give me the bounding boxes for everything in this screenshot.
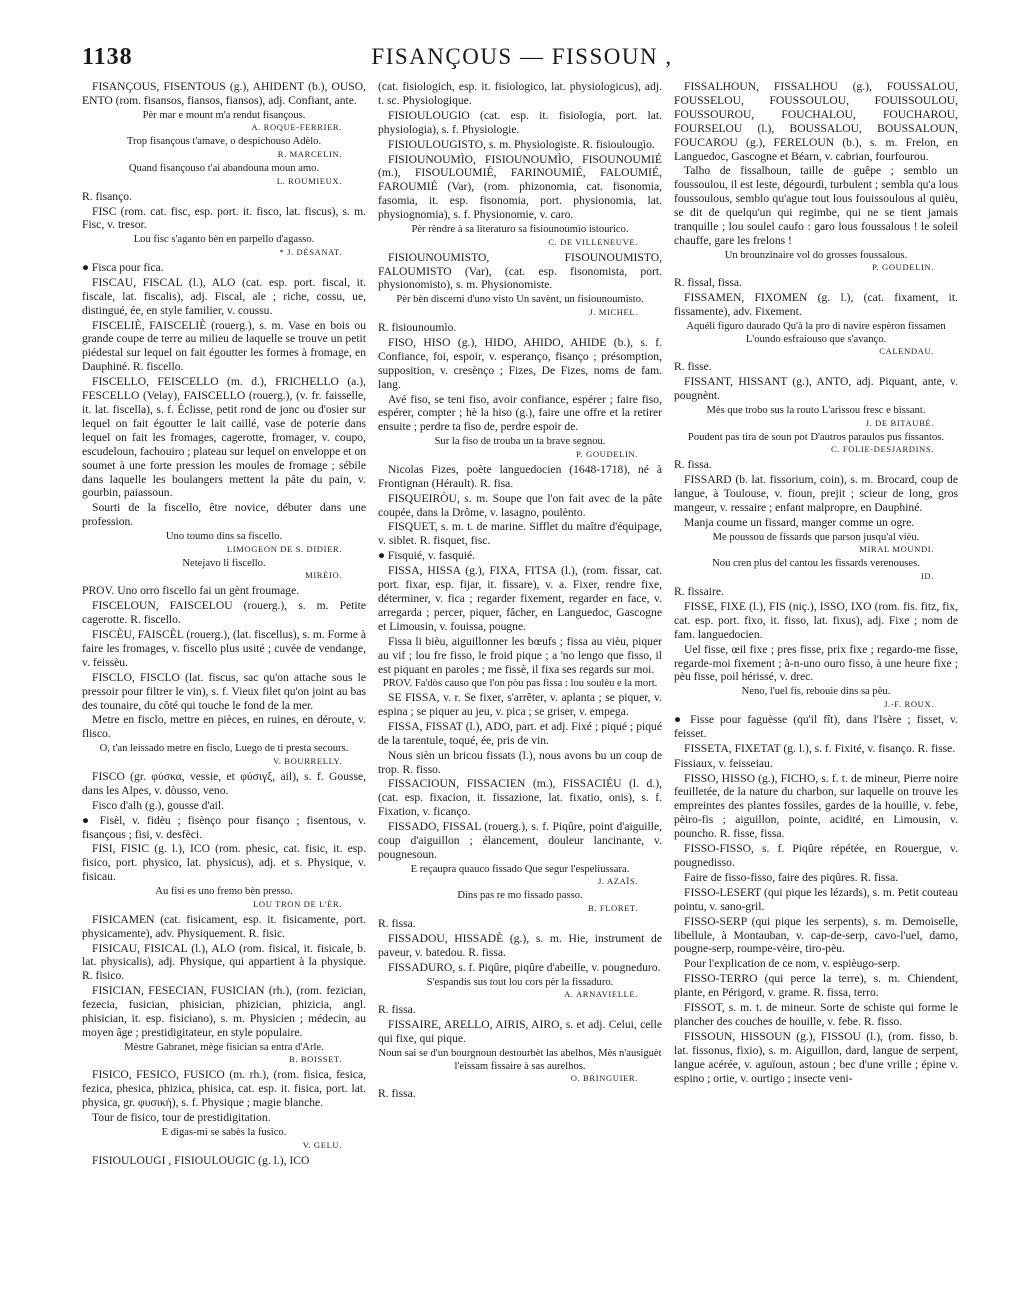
dictionary-entry: FISICIAN, FESECIAN, FUSICIAN (rh.), (rom. fezician, fezecia, fusician, phisician, phizician, phizicia, angl. phisician, it. esp. fisiciano), s. m. Physicien ; médecin, au moyen âge ; prestidigitateur, en style populaire. bbox=[82, 984, 366, 1039]
citation-quote: Netejavo li fiscello. bbox=[182, 557, 266, 569]
citation-quote: Un brounzinaire vol do grosses foussalous. bbox=[724, 249, 908, 261]
citation-author: LIMOGEON DE S. DIDIER. bbox=[226, 543, 342, 554]
citation-quote: E reçaupra quauco fissado Que segur l'espeliussara. bbox=[410, 863, 630, 875]
citation-author: B. BOISSET. bbox=[289, 1054, 342, 1065]
citation-quote: Mès que trobo sus la routo L'arissou fresc e bissant. bbox=[706, 405, 926, 417]
dictionary-entry: FISCO (gr. φύσκα, vessie, et φύσιγξ, ail), s. f. Gousse, dans les Alpes, v. dòusso, veno. bbox=[82, 769, 366, 797]
citation-quote: Mèstre Gabranet, mège fisician sa entra d'Arle. bbox=[124, 1041, 324, 1053]
dictionary-entry: Faire de fisso-fisso, faire des piqûres. R. fissa. bbox=[684, 870, 899, 884]
text-columns bbox=[82, 80, 962, 1295]
dictionary-entry: FISSO, HISSO (g.), FICHO, s. f. t. de mineur, Pierre noire feuilletée, de la nature du charbon, sur laquelle on trouve les empreintes des plantes fossiles, gardes de la houille, v. febe, pèiro-fis ; aiguillon, pointe, acidité, en Limousin, v. pouncho. R. fisse, fissa. bbox=[674, 771, 958, 841]
dictionary-entry: FISICAMEN (cat. fisicament, esp. it. fisicamente, port. physicamente), adv. Physiquement. R. fisic. bbox=[82, 912, 366, 940]
citation-quote: Au fisi es uno fremo bèn presso. bbox=[155, 886, 293, 898]
citation-quote: E digas-mi se sabès la fusico. bbox=[161, 1127, 287, 1139]
dictionary-entry: FISSADO, FISSAL (rouerg.), s. f. Piqûre, point d'aiguille, coup d'aiguillon ; élancement, douleur lancinante, v. pougnesoun. bbox=[378, 820, 662, 861]
citation-quote: Aquéli figuro daurado Qu'à la pro di navire espèron fissamen L'oundo esfraiouso que s'avanço. bbox=[686, 321, 946, 345]
dictionary-entry: FISSALHOUN, FISSALHOU (g.), FOUSSALOU, FOUSSELOU, FOUSSOULOU, FOUISSOULOU, FOUSSOUROU, FOUCHALOU, FOUCHAROU, FOURSELOU (l.), BOUSSALOU, BOUSSALOUN, FOUCAROU (g.), FERELOUN (b.), s. m. Frelon, en Languedoc, Gascogne et Béarn, v. cabrian, fourfourou. bbox=[674, 80, 958, 163]
page-number: 1138 bbox=[82, 44, 133, 70]
citation-author: R. MARCELIN. bbox=[277, 149, 342, 159]
dictionary-entry: Tour de fisico, tour de prestidigitation. bbox=[92, 1111, 271, 1125]
citation-author: ID. bbox=[920, 571, 934, 581]
citation-author: A. ROQUE-FERRIER. bbox=[251, 122, 342, 133]
citation-quote: Trop fisançous t'amave, o despichouso Adèlo. bbox=[126, 136, 322, 148]
dictionary-entry: FISO, HISO (g.), HIDO, AHIDO, AHIDE (b.), s. f. Confiance, foi, espoir, v. esperanço, fisanço ; présomption, supposition, v. cresènço ; Fizes, De Fizes, noms de fam. lang. bbox=[378, 335, 662, 391]
text-line: ● Fisèl, v. fidèu ; fisènço pour fisanço ; fisentous, v. fisançous ; fisi, v. desfèci. bbox=[82, 813, 366, 841]
citation-quote: Noun sai se d'un bourgnoun destourbèt las abelhos, Mès n'ausiguèt l'eissam fissaire à sas aurelhos. bbox=[378, 1048, 662, 1072]
dictionary-entry: FISSO-TERRO (qui perce la terre), s. m. Chiendent, plante, en Périgord, v. grame. R. fissa, terro. bbox=[674, 972, 958, 1000]
dictionary-entry: FISCELOUN, FAISCELOU (rouerg.), s. m. Petite cagerotte. R. fiscello. bbox=[82, 599, 366, 627]
dictionary-entry: Metre en fisclo, mettre en pièces, en ruines, en déroute, v. flisco. bbox=[82, 713, 366, 741]
citation-author: * J. DÉSANAT. bbox=[279, 246, 342, 257]
citation-author: LOU TRON DE L'ÈR. bbox=[253, 898, 342, 909]
dictionary-entry: SE FISSA, v. r. Se fixer, s'arrêter, v. aplanta ; se piquer, v. espina ; se piquer au jeu, v. pica ; se griser, v. empega. bbox=[378, 691, 662, 718]
dictionary-entry: FISIOULOUGISTO, s. m. Physiologiste. R. fisioulougìo. bbox=[388, 137, 655, 151]
text-line: R. fissa. bbox=[378, 1087, 416, 1101]
text-line: R. fissa. bbox=[674, 458, 712, 472]
dictionary-entry: Talho de fissalhoun, taille de guêpe ; semblo un foussoulou, il est leste, dégourdi, turbulent ; sembla qu'a lous foussoulous, semblo qu'ague tout lous fouissoulous al quièu, se dit de quelqu'un qui regimbe, qui ne se tient jamais tranquille ; lou soulel caufo : garo lous foussalous ! le soleil chauffe, gare les frelons ! bbox=[674, 164, 958, 247]
dictionary-entry: FISC (rom. cat. fisc, esp. port. it. fisco, lat. fiscus), s. m. Fisc, v. tresor. bbox=[82, 204, 366, 232]
dictionary-entry: FISCAU, FISCAL (l.), ALO (cat. esp. port. fiscal, it. fiscale, lat. fiscalis), adj. Fiscal, ale ; riche, cossu, ue, distingué, ée, en style familier, v. coussu. bbox=[82, 275, 366, 317]
citation-quote: Pèr mar e mount m'a rendut fisançous. bbox=[142, 109, 306, 121]
text-line: ● Fisca pour fica. bbox=[82, 260, 164, 274]
dictionary-entry: FISSO-FISSO, s. f. Piqûre répétée, en Rouergue, v. pougnedisso. bbox=[674, 842, 958, 869]
text-line: R. fisse. bbox=[674, 360, 712, 374]
dictionary-entry: FISIOULOUGI , FISIOULOUGIC (g. l.), ICO bbox=[92, 1153, 310, 1167]
citation-author: MIRÈIO. bbox=[305, 570, 342, 581]
citation-quote: Sur la fiso de trouba un ta brave segnou. bbox=[434, 436, 606, 448]
dictionary-entry: FISI, FISIC (g. l.), ICO (rom. phesic, cat. fisic, it. esp. fisico, port. physico, lat. physicus), adj. et s. Physique, v. fisicau. bbox=[82, 842, 366, 884]
citation-author: C. FOLIE-DESJARDINS. bbox=[831, 444, 934, 455]
dictionary-entry: FISSO-LESERT (qui pique les lézards), s. m. Petit couteau pointu, v. sano-gril. bbox=[674, 885, 958, 913]
dictionary-entry: FISSARD (b. lat. fissorium, coin), s. m. Brocard, coup de langue, à Toulouse, v. fioun, prejit ; scieur de long, gros mangeur, v. ressaire ; enfant malpropre, en Dauphiné. bbox=[674, 473, 958, 514]
text-line: R. fissa. bbox=[378, 1003, 416, 1017]
citation-quote: Me poussou de fissards que parson jusqu'al vièu. bbox=[712, 531, 920, 543]
dictionary-entry: FISSAIRE, ARELLO, AIRIS, AIRO, s. et adj. Celui, celle qui fixe, qui pique. bbox=[378, 1018, 662, 1046]
citation-quote: PROV. Fa'dòs causo que l'on pòu pas fissa : lou soulèu e la mort. bbox=[382, 678, 658, 690]
dictionary-entry: FISCÈU, FAISCÈL (rouerg.), (lat. fiscellus), s. m. Forme à faire les fromages, v. fiscello plus usité ; cuvée de vendange, v. feissèu. bbox=[82, 628, 366, 669]
citation-quote: Uno toumo dins sa fiscello. bbox=[165, 531, 283, 543]
citation-quote: O, t'an leissado metre en fisclo, Luego de ti presta secours. bbox=[99, 743, 349, 755]
citation-author: P. GOUDELIN. bbox=[872, 262, 934, 273]
dictionary-entry: Fissa li bièu, aiguillonner les bœufs ; fissa au vièu, piquer au vif ; lou fre fisso, le froid pique ; a 'no lengo que fisso, il est piquant en paroles ; me fissè, il fixa ses regards sur moi. bbox=[378, 634, 662, 676]
dictionary-entry: FISCELLO, FEISCELLO (m. d.), FRICHELLO (a.), FESCELLO (Velay), FAISCELLO (rouerg.), (v. fr. faisselle, it. lat. fiscella), s. f. Éclisse, petit rond de jonc ou d'osier sur lequel on fait égoutter le lait caillé, vase de poterie dans lequel on fait les fromages, cagerotte, fromager, v. coupo, escudeloun, fachouiro ; plateau sur lequel on enveloppe et on soumet à une forte pression les moules de fromage ; sébile dans laquelle les boulangers mettent la pâte du pain, v. gourbin, paiassoun. bbox=[82, 375, 366, 500]
text-line: R. fissal, fissa. bbox=[674, 276, 742, 290]
dictionary-entry: Avé fiso, se teni fiso, avoir confiance, espérer ; faire fiso, espérer, compter ; hè la hiso (g.), faire une offre et la retirer ensuite ; perdre ta fiso de, perdre espoir de. bbox=[378, 392, 662, 434]
dictionary-entry: FISQUET, s. m. t. de marine. Sifflet du maître d'équipage, v. siblet. R. fisquet, fisc. bbox=[378, 520, 662, 548]
text-line: Fissiaux, v. feisseiau. bbox=[674, 756, 773, 770]
dictionary-entry: FISSA, FISSAT (l.), ADO, part. et adj. Fixé ; piqué ; piqué de la tarentule, toqué, ée, pris de vin. bbox=[378, 719, 662, 747]
citation-quote: Pèr bèn discerni d'uno visto Un savènt, un fisiounoumisto. bbox=[396, 294, 644, 306]
dictionary-entry: FISSOT, s. m. t. de mineur. Sorte de schiste qui forme le plancher des couches de houille, v. febe. R. fisso. bbox=[674, 1001, 958, 1028]
dictionary-entry: FISSO-SERP (qui pique les serpents), s. m. Demoiselle, libellule, à Montauban, v. cap-de-serp, cavo-l'uel, damo, pougne-serp, roumpe-vèire, tiro-pèu. bbox=[674, 914, 958, 956]
citation-quote: Neno, l'uel fis, rebouie dins sa pèu. bbox=[741, 686, 891, 698]
citation-author: C. DE VILLENEUVE. bbox=[548, 236, 638, 247]
citation-author: CALENDAU. bbox=[879, 346, 934, 357]
dictionary-entry: FISSE, FIXE (l.), FIS (niç.), ISSO, IXO (rom. fis. fitz, fix, cat. esp. port. fixo, it. fisso, lat. fixus), adj. Fixe ; nom de fam. languedocien. bbox=[674, 599, 958, 641]
dictionary-entry: Nicolas Fizes, poète languedocien (1648-1718), né à Frontignan (Hérault). R. fisa. bbox=[378, 462, 662, 490]
citation-author: V. GELU. bbox=[302, 1139, 342, 1150]
text-line: PROV. Uno orro fiscello fai un gènt froumage. bbox=[82, 584, 300, 598]
dictionary-entry: FISSADOU, HISSADÈ (g.), s. m. Hie, instrument de paveur, v. batedou. R. fissa. bbox=[378, 931, 662, 959]
dictionary-entry: Pour l'explication de ce nom, v. espièugo-serp. bbox=[684, 957, 901, 971]
dictionary-entry: FISSA, HISSA (g.), FIXA, FITSA (l.), (rom. fissar, cat. port. fixar, esp. fijar, it. fissare), v. a. Fixer, rendre fixe, déterminer, v. fica ; regarder fixement, regarder en face, v. arregarda ; percer, piquer, fâcher, en Languedoc, Gascogne et Limousin, v. fouissa, pougne. bbox=[378, 564, 662, 633]
column-left bbox=[82, 80, 366, 1295]
citation-author: V. BOURRELLY. bbox=[273, 755, 342, 766]
citation-quote: Nou cren plus del cantou les fissards verenouses. bbox=[712, 558, 920, 570]
page-header bbox=[82, 44, 962, 74]
dictionary-entry: FISSAMEN, FIXOMEN (g. l.), (cat. fixament, it. fissamente), adv. Fixement. bbox=[674, 291, 958, 319]
dictionary-entry: Uel fisse, œil fixe ; pres fisse, prix fixe ; regardo-me fisse, regarde-moi fixement ; à-n-uno ouro fisso, à une heure fixe ; pèu fisse, poil hérissé, v. drec. bbox=[674, 642, 958, 684]
dictionary-entry: FISICO, FESICO, FUSICO (m. rh.), (rom. fisica, fesica, fezica, phesica, phizica, phisica, cat. esp. it. fisica, port. lat. physica, gr. φυσική), s. f. Physique ; magie blanche. bbox=[82, 1068, 366, 1110]
citation-author: P. GOUDELIN. bbox=[576, 448, 638, 459]
dictionary-entry: Sourti de la fiscello, être novice, débuter dans une profession. bbox=[82, 501, 366, 529]
citation-quote: Poudent pas tira de soun pot D'autros paraulos pus fissantos. bbox=[687, 431, 945, 443]
citation-author: J. AZAÏS. bbox=[597, 876, 638, 887]
dictionary-entry: FISQUEIRÒU, s. m. Soupe que l'on fait avec de la pâte coupée, dans la Drôme, v. lasagno, poulènto. bbox=[378, 491, 662, 519]
citation-author: B. FLORET. bbox=[587, 903, 638, 914]
column-middle bbox=[378, 80, 662, 1295]
text-line: ● Fisquié, v. fasquié. bbox=[378, 549, 476, 563]
dictionary-entry: FISSETA, FIXETAT (g. l.), s. f. Fixité, v. fisanço. R. fisse. bbox=[684, 741, 956, 755]
dictionary-entry: FISIOULOUGIO (cat. esp. it. fisiologia, port. lat. physiologia), s. f. Physiologie. bbox=[378, 108, 662, 136]
running-title: FISANÇOUS — FISSOUN , bbox=[371, 44, 673, 69]
dictionary-entry: FISIOUNOUMISTO, FISOUNOUMISTO, FALOUMISTO (Var), (cat. esp. fisonomista, port. physionomisto), s. m. Physionomiste. bbox=[378, 250, 662, 292]
dictionary-entry: FISSANT, HISSANT (g.), ANTO, adj. Piquant, ante, v. pougnènt. bbox=[674, 375, 958, 403]
text-line: ● Fisse pour faguèsse (qu'il fît), dans l'Isère ; fisset, v. feisset. bbox=[674, 712, 958, 740]
citation-author: J. MICHEL. bbox=[589, 306, 638, 317]
citation-quote: S'espandis sus tout lou cors pèr la fissaduro. bbox=[426, 976, 614, 988]
citation-quote: Lou fisc s'aganto bèn en parpello d'agasso. bbox=[133, 234, 315, 246]
text-line: R. fisanço. bbox=[82, 189, 132, 203]
dictionary-entry: FISIOUNOUMÌO, FISIOUNOUMÌO, FISOUNOUMIÉ (m.), FISOULOUMIÉ, FARINOUMIÉ, FALOUMIÉ, FAROUMIÉ (Var), (rom. phizonomia, cat. fisonomia, fasomia, it. esp. fisonomia, port. physionomia, lat. physiognomia), s. f. Physionomie, v. caro. bbox=[378, 152, 662, 222]
column-right bbox=[674, 80, 958, 1295]
dictionary-entry: FISCELIÈ, FAISCELIÈ (rouerg.), s. m. Vase en bois ou grande coupe de terre au milieu de laquelle se trouve un petit piédestal sur lequel on fait égoutter les formes à fromage, en Dauphiné. R. fiscello. bbox=[82, 318, 366, 374]
citation-author: L. ROUMIEUX. bbox=[276, 175, 342, 186]
dictionary-entry: FISSACIOUN, FISSACIEN (m.), FISSACIÉU (l. d.), (cat. esp. fixacion, it. fissazione, lat. fixatio, onis), s. f. Fixation, v. ficanço. bbox=[378, 777, 662, 819]
text-line: (cat. fisiologich, esp. it. fisiologico, lat. physiologicus), adj. t. sc. Physiologique. bbox=[378, 80, 662, 107]
citation-author: J. DE BITAUBÉ. bbox=[865, 417, 934, 428]
dictionary-entry: FISANÇOUS, FISENTOUS (g.), AHIDENT (b.), OUSO, ENTO (rom. fisansos, fiansos, fiansos), adj. Confiant, ante. bbox=[82, 80, 366, 107]
citation-author: J.-F. ROUX. bbox=[884, 698, 934, 709]
text-line: R. fissaire. bbox=[674, 585, 724, 598]
text-line: R. fissa. bbox=[378, 917, 416, 931]
dictionary-entry: Manja coume un fissard, manger comme un ogre. bbox=[684, 515, 915, 529]
dictionary-entry: FISCLO, FISCLO (lat. fiscus, sac qu'on attache sous le pressoir pour filtrer le vin), s. f. Vieux filet qu'on joint au bas des tounaire, du côté qui touche le fond de la mer. bbox=[82, 670, 366, 712]
dictionary-entry: FISSOUN, HISSOUN (g.), FISSOU (l.), (rom. fisso, b. lat. fissonus, fixio), s. m. Aiguillon, dard, langue de serpent, langue acérée, v. aguïoun, astoun ; bec d'une vrille ; épine v. espino ; ortie, v. ourtigo ; insecte veni- bbox=[674, 1029, 958, 1085]
dictionary-entry: Nous sièn un bricou fissats (l.), nous avons bu un coup de trop. R. fisso. bbox=[378, 748, 662, 776]
citation-quote: Pèr rèndre à sa literaturo sa fisiounoumìo istourico. bbox=[411, 224, 629, 236]
citation-quote: Dins pas re mo fissado passo. bbox=[457, 890, 583, 902]
citation-author: O. BRINGUIER. bbox=[570, 1073, 638, 1084]
dictionary-entry: FISICAU, FISICAL (l.), ALO (rom. fisical, it. fisicale, b. lat. physicalis), adj. Physique, qui appartient à la physique. R. fisico. bbox=[82, 941, 366, 983]
dictionary-entry: Fisco d'alh (g.), gousse d'ail. bbox=[92, 798, 225, 812]
text-line: R. fisiounoumìo. bbox=[378, 320, 457, 334]
citation-author: A. ARNAVIELLE. bbox=[564, 989, 638, 1000]
dictionary-entry: FISSADURO, s. f. Piqûre, piqûre d'abeille, v. pougneduro. bbox=[388, 960, 661, 974]
citation-quote: Quand fisançouso t'ai abandouna moun amo. bbox=[128, 163, 320, 174]
citation-author: MIRAL MOUNDI. bbox=[859, 544, 934, 555]
